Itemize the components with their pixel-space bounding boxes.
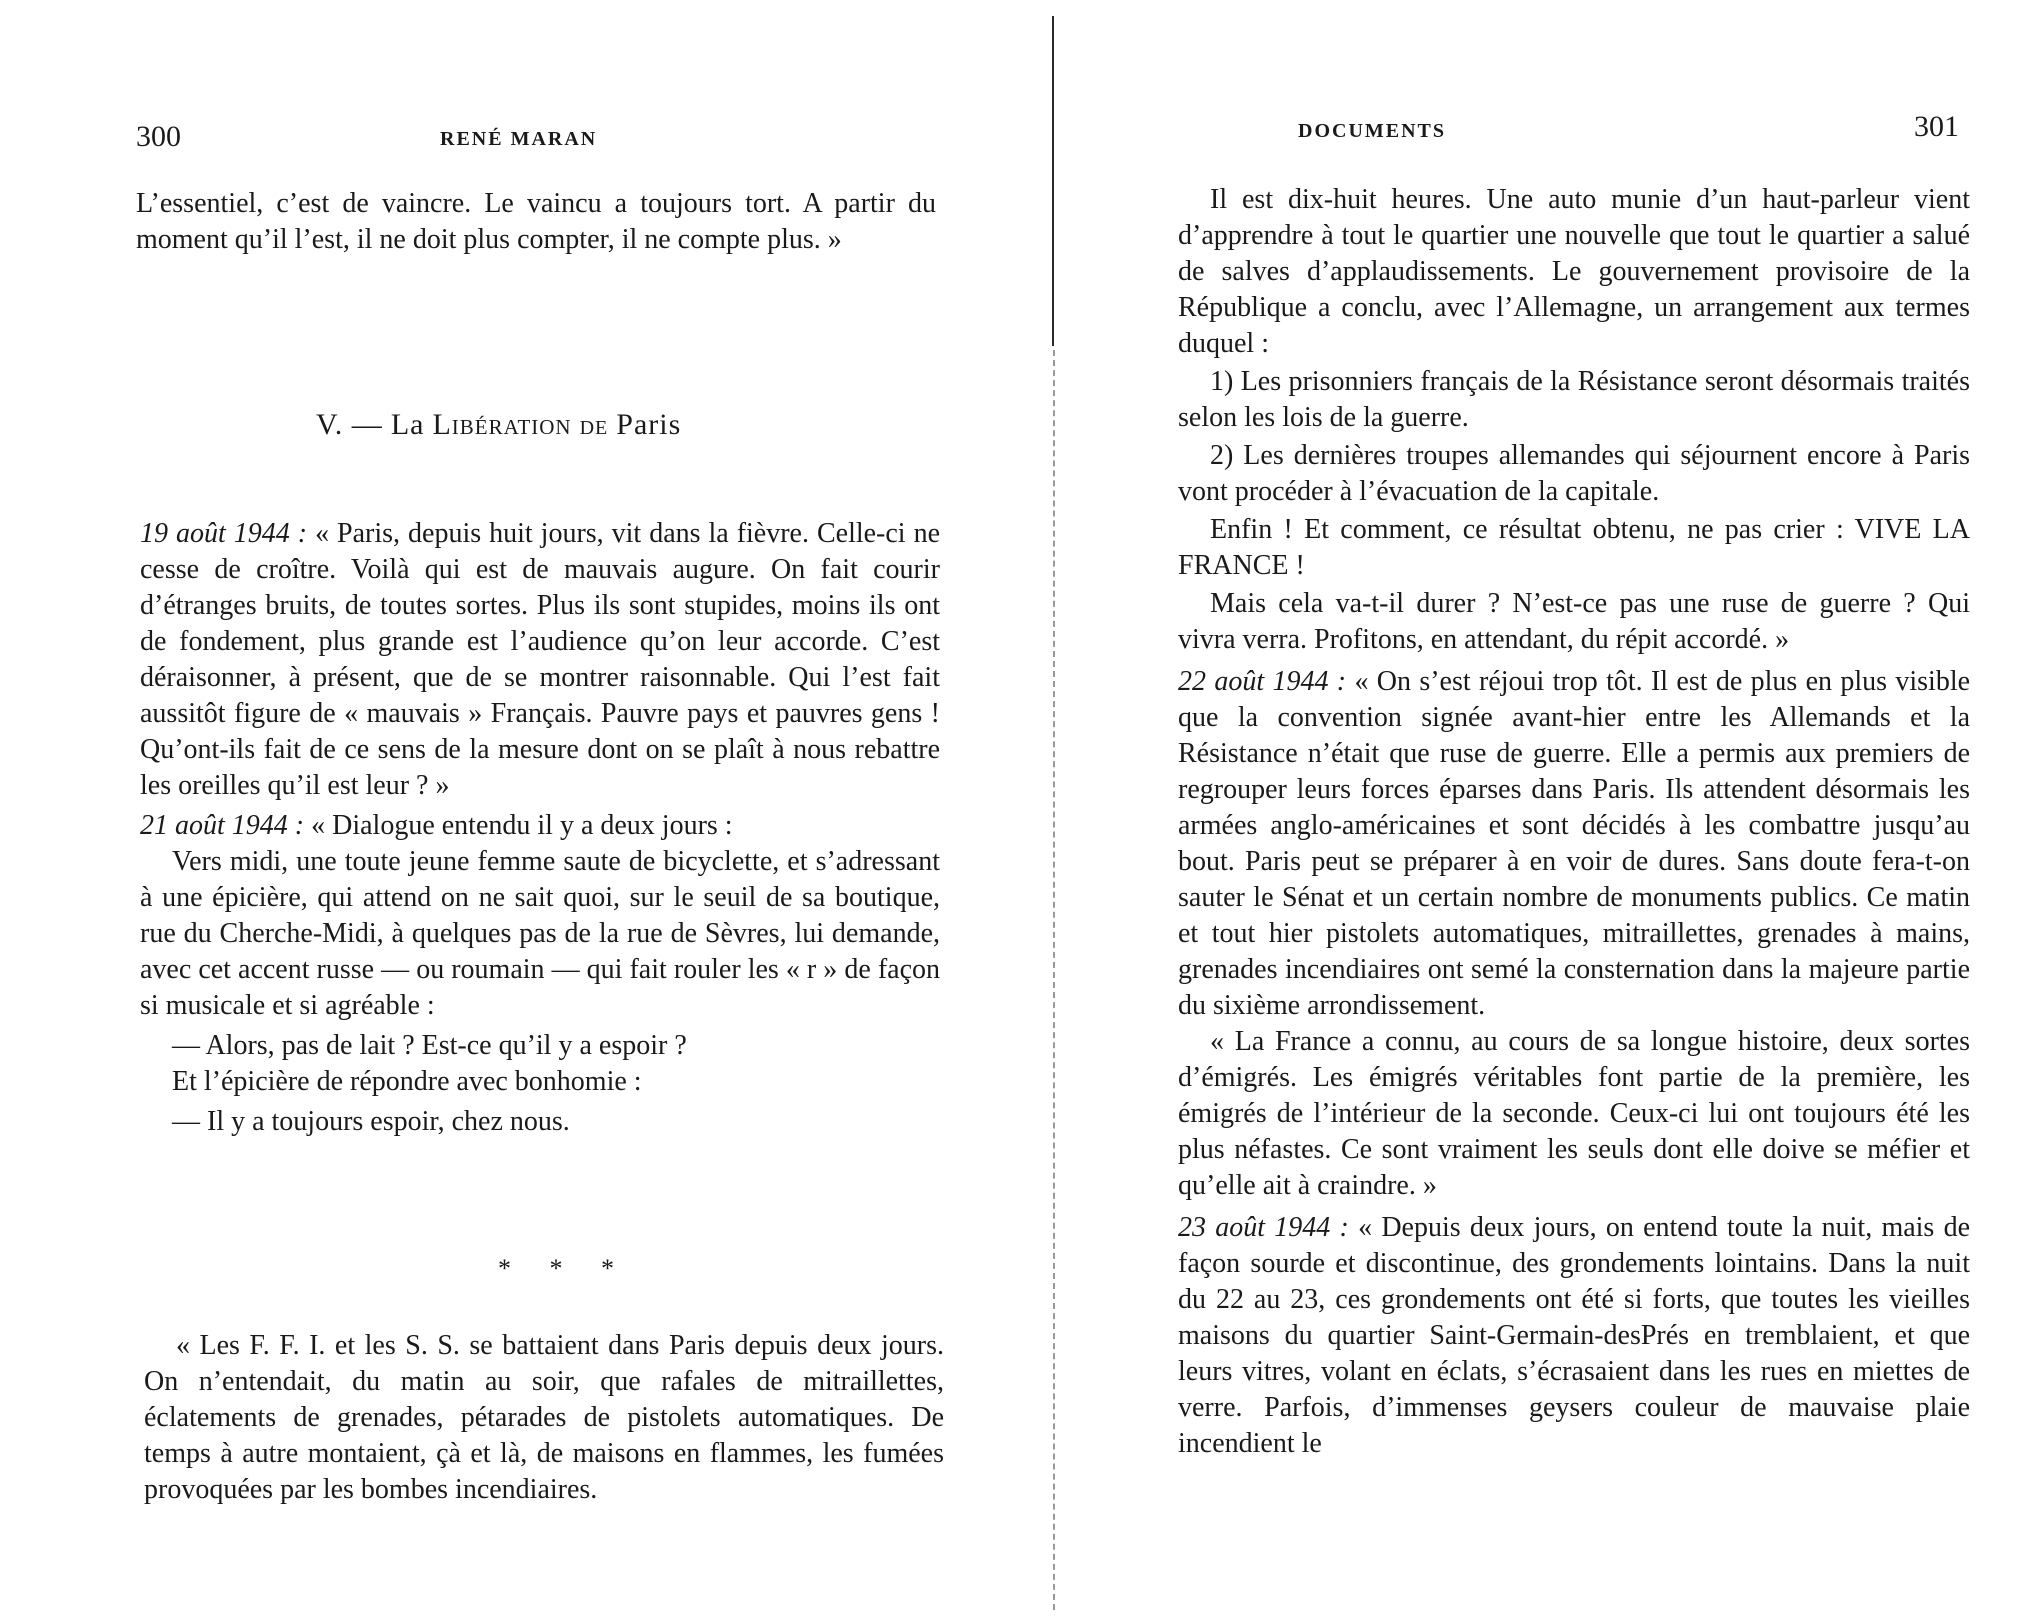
page-number-right: 301 — [1914, 110, 1959, 143]
right-point-1: 1) Les prisonniers français de la Résistance seront désormais traités selon les lois de la guerre. — [1178, 366, 1970, 433]
entry-date-22: 22 août 1944 : — [1178, 666, 1347, 697]
entry-21-paragraph — [140, 808, 940, 844]
right-paragraph-mais: Mais cela va-t-il durer ? N’est-ce pas une ruse de guerre ? Qui vivra verra. Profitons, en attendant, du répit accordé. » — [1178, 588, 1970, 655]
entry-date-19: 19 août 1944 : — [140, 518, 308, 549]
section-numeral: V. — — [316, 408, 383, 441]
entry-19-paragraph — [140, 516, 940, 804]
entry-date-23: 23 août 1944 : — [1178, 1212, 1349, 1243]
entry-22-paragraph — [1178, 664, 1970, 1024]
closing-paragraph: « Les F. F. I. et les S. S. se battaient dans Paris depuis deux jours. On n’entendait, du matin au soir, que rafales de mitraillettes, éclatements de grenades, pétarades de pistolets automatiques. De temps à autre montaient, çà et là, de maisons en flammes, les fumées provoquées par les bombes incendiaires. — [144, 1330, 944, 1505]
dialogue-line-2: Et l’épicière de répondre avec bonhomie : — [172, 1066, 642, 1097]
closing-paragraph-block — [144, 1328, 944, 1508]
entry-21-narrative: Vers midi, une toute jeune femme saute de bicyclette, et s’adressant à une épicière, qui attend on ne sait quoi, sur le seuil de sa boutique, rue du Cherche-Midi, à quelques pas de la rue de Sèvres, lui demande, avec cet accent russe — ou roumain — qui fait rouler les « r » de façon si musicale et si agréable : — [140, 846, 940, 1021]
section-word-de: de — [579, 410, 609, 441]
right-body — [1178, 182, 1970, 1462]
entry-22-quote: « La France a connu, au cours de sa longue histoire, deux sortes d’émigrés. Les émigrés véritables font partie de la première, les émigrés de l’intérieur de la seconde. Ceux-ci lui ont toujours été les plus néfastes. Ce sont vraiment les seuls dont elle doive se méfier et qu’elle ait à craindre. » — [1178, 1026, 1970, 1201]
section-separator: * * * — [498, 1254, 630, 1283]
right-page — [1058, 0, 2032, 1616]
page-number-left: 300 — [136, 120, 181, 153]
entry-date-21: 21 août 1944 : — [140, 810, 305, 841]
entry-23-paragraph — [1178, 1210, 1970, 1462]
section-title — [316, 408, 681, 442]
entry-23-text: « Depuis deux jours, on entend toute la nuit, mais de façon sourde et discontinue, des grondements lointains. Dans la nuit du 22 au 23, ces grondements ont été si forts, que toutes les vieilles maisons du quartier Saint-Germain-desPrés en tremblaient, et que leurs vitres, volant en éclats, s’écrasaient dans les rues en miettes de verre. Parfois, d’immenses geysers couleur de mauvaise plaie incendient le — [1178, 1212, 1970, 1459]
opening-paragraph-block — [136, 186, 936, 258]
right-paragraph-enfin: Enfin ! Et comment, ce résultat obtenu, ne pas crier : VIVE LA FRANCE ! — [1178, 514, 1970, 581]
running-head-left: RENÉ MARAN — [440, 128, 598, 150]
entry-22-text: « On s’est réjoui trop tôt. Il est de plus en plus visible que la convention signée avant-hier entre les Allemands et la Résistance n’était que ruse de guerre. Elle a permis aux premiers de regrouper leurs forces éparses dans Paris. Ils attendent désormais les armées anglo-américaines et sont décidés à les combattre jusqu’au bout. Paris peut se préparer à en voir de dures. Sans doute fera-t-on sauter le Sénat et un certain nombre de monuments publics. Ce matin et tout hier pistolets automatiques, mitraillettes, grenades à mains, grenades incendiaires ont semé la consternation dans la majeure partie du sixième arrondissement. — [1178, 666, 1971, 1021]
gutter-line — [1052, 16, 1054, 346]
right-point-2: 2) Les dernières troupes allemandes qui séjournent encore à Paris vont procéder à l’évacuation de la capitale. — [1178, 440, 1970, 507]
dialogue-line-1: — Alors, pas de lait ? Est-ce qu’il y a espoir ? — [172, 1030, 687, 1061]
dialogue-line-3: — Il y a toujours espoir, chez nous. — [172, 1106, 570, 1137]
section-word-liberation: Libération — [432, 408, 572, 441]
entry-19-text: « Paris, depuis huit jours, vit dans la fièvre. Celle-ci ne cesse de croître. Voilà qui est de mauvais augure. On fait courir d’étranges bruits, de toutes sortes. Plus ils sont stupides, moins ils ont de fondement, plus grande est l’audience qu’on leur accorde. C’est déraisonner, à présent, que de se montrer raisonnable. Qui l’est fait aussitôt figure de « mauvais » Français. Pauvre pays et pauvres gens ! Qu’ont-ils fait de ce sens de la mesure dont on se plaît à nous rebattre les oreilles qu’il est leur ? » — [140, 518, 941, 801]
entry-19-block — [140, 516, 940, 1140]
gutter-dashed-line — [1053, 350, 1055, 1610]
section-word-la: La — [390, 408, 425, 441]
entry-21-text: « Dialogue entendu il y a deux jours : — [311, 810, 733, 841]
opening-paragraph: L’essentiel, c’est de vaincre. Le vaincu a toujours tort. A partir du moment qu’il l’est, il ne doit plus compter, il ne compte plus. » — [136, 188, 936, 255]
running-head-right: DOCUMENTS — [1298, 120, 1447, 142]
section-word-paris: Paris — [616, 408, 682, 441]
right-paragraph-1: Il est dix-huit heures. Une auto munie d’un haut-parleur vient d’apprendre à tout le quartier une nouvelle que tout le quartier a salué de salves d’applaudissements. Le gouvernement provisoire de la République a conclu, avec l’Allemagne, un arrangement aux termes duquel : — [1178, 184, 1970, 359]
